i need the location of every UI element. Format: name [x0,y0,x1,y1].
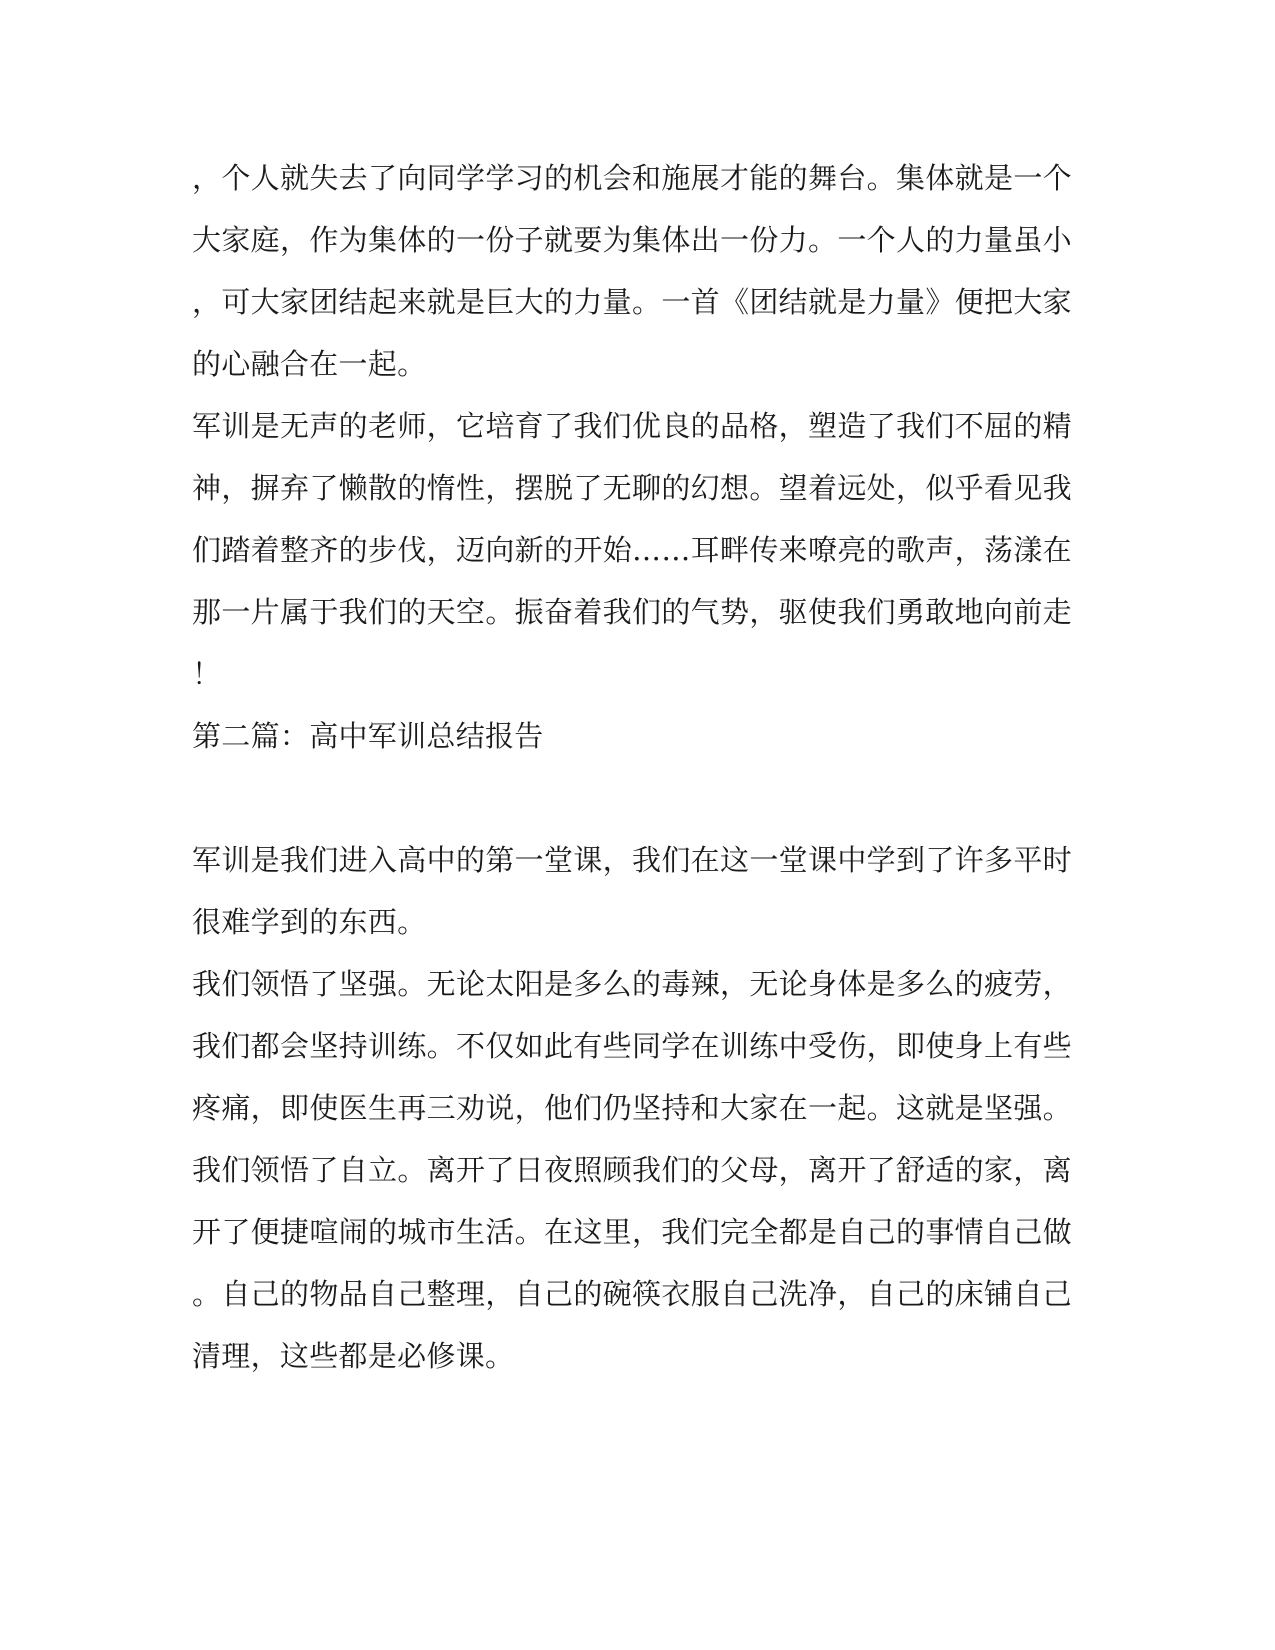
text-line: ！ [192,657,222,691]
section-heading: 第二篇：高中军训总结报告 [192,719,544,753]
text-line: 我们领悟了坚强。无论太阳是多么的毒辣，无论身体是多么的疲劳， [192,967,1072,1001]
text-line: 清理，这些都是必修课。 [192,1339,515,1373]
text-line: 开了便捷喧闹的城市生活。在这里，我们完全都是自己的事情自己做 [192,1215,1072,1249]
text-line: 大家庭，作为集体的一份子就要为集体出一份力。一个人的力量虽小 [192,223,1072,257]
text-line: ，个人就失去了向同学学习的机会和施展才能的舞台。集体就是一个 [192,161,1072,195]
text-line: 疼痛，即使医生再三劝说，他们仍坚持和大家在一起。这就是坚强。 [192,1091,1072,1125]
text-line: 我们领悟了自立。离开了日夜照顾我们的父母，离开了舒适的家，离 [192,1153,1072,1187]
text-line: 我们都会坚持训练。不仅如此有些同学在训练中受伤，即使身上有些 [192,1029,1072,1063]
text-line: 很难学到的东西。 [192,905,427,939]
text-line: 那一片属于我们的天空。振奋着我们的气势，驱使我们勇敢地向前走 [192,595,1072,629]
text-line: 军训是无声的老师，它培育了我们优良的品格，塑造了我们不屈的精 [192,409,1072,443]
text-line: ，可大家团结起来就是巨大的力量。一首《团结就是力量》便把大家 [192,285,1072,319]
text-line: 。自己的物品自己整理，自己的碗筷衣服自己洗净，自己的床铺自己 [192,1277,1072,1311]
text-line: 们踏着整齐的步伐，迈向新的开始……耳畔传来嘹亮的歌声，荡漾在 [192,533,1072,567]
text-line: 军训是我们进入高中的第一堂课，我们在这一堂课中学到了许多平时 [192,843,1072,877]
text-line: 神，摒弃了懒散的惰性，摆脱了无聊的幻想。望着远处，似乎看见我 [192,471,1072,505]
text-line: 的心融合在一起。 [192,347,427,381]
